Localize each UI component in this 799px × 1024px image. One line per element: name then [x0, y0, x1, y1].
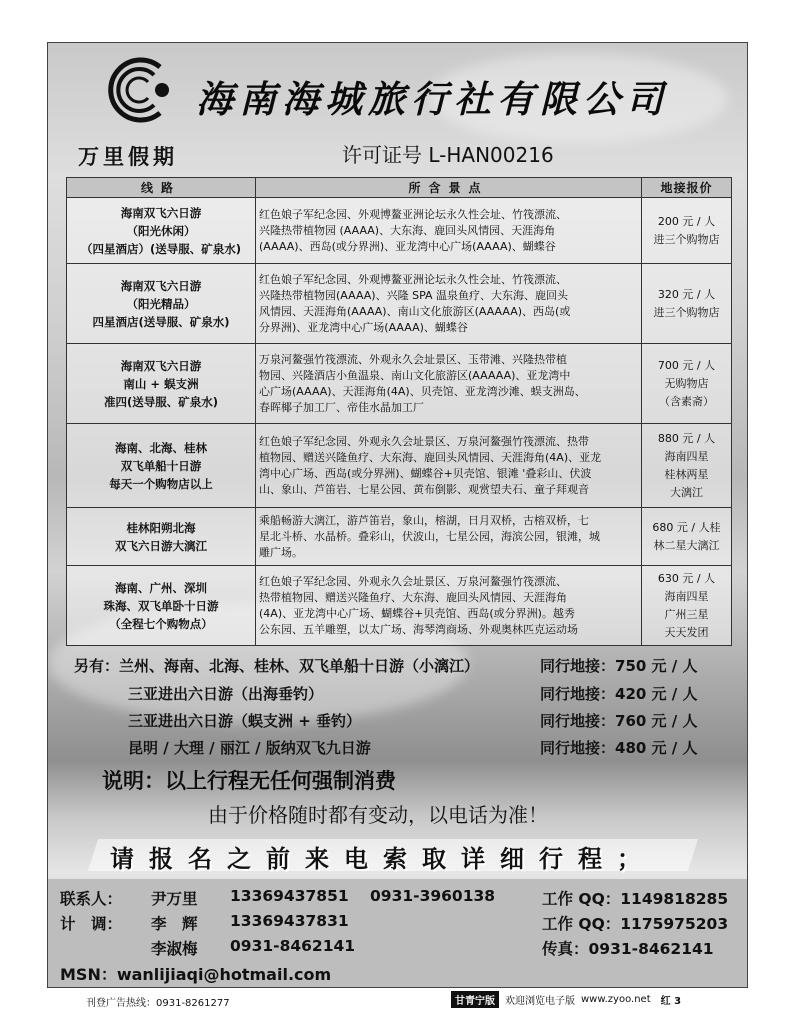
table-row	[67, 264, 732, 344]
price-line: 进三个购物店	[653, 232, 720, 246]
notice-text: 说明：以上行程无任何强制消费	[102, 769, 396, 793]
sights-cell	[256, 424, 642, 508]
route-cell	[67, 424, 256, 508]
planner-phone: 0931-8462141	[230, 937, 356, 955]
sights-line: 风情园、天涯海角(AAAA)、南山文化旅游区(AAAAA)、西岛(或	[259, 304, 571, 318]
work-qq: 工作 QQ：1149818285	[542, 890, 729, 908]
sights-line: 万泉河鳌强竹筏漂流、外观永久会址景区、玉带滩、兴隆热带植	[259, 352, 567, 366]
extra-route-label: 三亚进出六日游（蜈支洲 + 垂钓）	[128, 712, 362, 730]
sights-line: 红色娘子军纪念园、外观永久会址景区、万泉河鳌强竹筏漂流、热带	[259, 434, 589, 448]
price-line: 880 元 / 人	[657, 431, 716, 445]
price-line: （含素斋）	[659, 394, 714, 408]
contact-name: 尹万里	[151, 890, 198, 908]
price-line: 桂林两星	[664, 467, 709, 481]
route-line: 海南双飞六日游	[120, 278, 202, 293]
route-line: 双飞六日游大漓江	[115, 538, 207, 553]
sights-line: 红色娘子军纪念园、外观永久会址景区、万泉河鳌强竹筏漂流、	[259, 574, 567, 588]
sights-cell	[256, 508, 642, 566]
footer-info	[451, 991, 681, 1008]
contact-phone: 13369437851	[230, 887, 349, 905]
fax-number: 传真：0931-8462141	[542, 940, 714, 958]
sights-line: 心广场(AAAA)、天涯海角(4A)、贝壳馆、亚龙湾沙滩、蜈支洲岛、	[259, 384, 586, 398]
ad-hotline: 刊登广告热线：0931-8261277	[86, 998, 230, 1009]
sights-line: 公东园、五羊雕塑，以太广场、海琴湾商场、外观奥林匹克运动场	[259, 622, 578, 636]
table-row	[67, 424, 732, 508]
brand-name: 万里假期	[78, 145, 178, 169]
price-line: 320 元 / 人	[657, 287, 716, 301]
route-cell	[67, 566, 256, 646]
msn-address: MSN：wanlijiaqi@hotmail.com	[60, 965, 332, 984]
price-line: 200 元 / 人	[657, 214, 716, 228]
sights-line: 湾中心广场、西岛(或分界洲)、蝴蝶谷+贝壳馆、银滩 '叠彩山、伏波	[259, 466, 592, 480]
sights-line: 红色娘子军纪念园、外观博鳌亚洲论坛永久性会址、竹筏漂流、	[259, 207, 567, 221]
table-header-row	[67, 178, 732, 198]
sights-line: 雕广场。	[259, 545, 303, 559]
sights-line: 乘船畅游大漓江，游芦笛岩，象山，榕湖，日月双桥，古榕双桥，七	[259, 513, 589, 527]
sights-line: 物园、兴隆酒店小鱼温泉、南山文化旅游区(AAAAA)、亚龙湾中	[259, 368, 571, 382]
planner-phone: 13369437831	[230, 912, 349, 930]
extra-route-price: 同行地接：750 元 / 人	[540, 657, 698, 675]
website-link[interactable]: www.zyoo.net	[581, 994, 651, 1005]
header-price: 地接报价	[642, 178, 732, 198]
planner-name: 李淑梅	[151, 940, 198, 958]
planner-name: 李 辉	[151, 915, 198, 933]
sights-line: 热带植物园、赠送兴隆鱼疗、大东海、鹿回头风情园、天涯海角	[259, 590, 567, 604]
route-line: 每天一个购物店以上	[109, 476, 213, 491]
browse-text: 欢迎浏览电子版	[505, 996, 575, 1007]
route-cell	[67, 344, 256, 424]
routes-table	[66, 177, 732, 646]
route-line: 桂林阳朔北海	[126, 520, 196, 535]
sights-line: 山、象山、芦笛岩、七星公园、黄布倒影、观赏望夫石、童子拜观音	[259, 482, 589, 496]
price-line: 680 元 / 人桂	[652, 520, 721, 534]
route-line: 海南双飞六日游	[120, 205, 202, 220]
extra-route-price: 同行地接：480 元 / 人	[540, 739, 698, 757]
price-cell	[642, 508, 732, 566]
price-line: 广州三星	[664, 607, 709, 621]
sights-line: 星北斗桥、水晶桥。叠彩山，伏波山，七星公园，海滨公园，银滩，城	[259, 529, 600, 543]
route-line: （阳光休闲）	[126, 223, 196, 238]
route-line: 双飞单船十日游	[120, 458, 202, 473]
cta-text: 请报名之前来电索取详细行程；	[110, 845, 656, 873]
extra-route-label: 昆明 / 大理 / 丽江 / 版纳双飞九日游	[128, 739, 371, 757]
extra-route-label: 三亚进出六日游（出海垂钓）	[128, 685, 324, 703]
table-row	[67, 566, 732, 646]
route-cell	[67, 508, 256, 566]
price-line: 进三个购物店	[653, 305, 720, 319]
route-line: 四星酒店(送导服、矿泉水)	[92, 314, 230, 329]
route-line: （阳光精品）	[126, 296, 196, 311]
route-line: 准四(送导服、矿泉水)	[103, 394, 218, 409]
extra-route-price: 同行地接：420 元 / 人	[540, 685, 698, 703]
license-number: 许可证号 L-HAN00216	[342, 143, 554, 167]
advertisement	[47, 42, 748, 988]
sights-line: (4A)、亚龙湾中心广场、蝴蝶谷+贝壳馆、西岛(或分界洲)。越秀	[259, 606, 575, 620]
route-cell	[67, 264, 256, 344]
sights-cell	[256, 264, 642, 344]
sights-cell	[256, 566, 642, 646]
route-line: 珠海、双飞单卧十日游	[103, 598, 219, 613]
sights-line: 春晖椰子加工厂、帝佳水晶加工厂	[259, 400, 424, 414]
company-logo-icon	[102, 55, 178, 125]
sights-line: 兴隆热带植物园(AAAA)、兴隆 SPA 温泉鱼疗、大东海、鹿回头	[259, 288, 569, 302]
sights-line: 分界洲)、亚龙湾中心广场(AAAA)、蝴蝶谷	[259, 320, 468, 334]
price-cell	[642, 344, 732, 424]
page-number: 红 3	[660, 996, 682, 1007]
header-route: 线路	[67, 178, 256, 198]
route-line: 南山 + 蜈支洲	[123, 376, 199, 391]
route-line: 海南、北海、桂林	[115, 440, 207, 455]
price-cell	[642, 264, 732, 344]
planner-label: 计 调：	[60, 915, 123, 933]
header-sights: 所含景点	[256, 178, 642, 198]
sights-cell	[256, 344, 642, 424]
price-cell	[642, 198, 732, 264]
contact-phone: 0931-3960138	[370, 887, 496, 905]
price-line: 无购物店	[664, 376, 709, 390]
route-cell	[67, 198, 256, 264]
sights-line: 兴隆热带植物园 (AAAA)、大东海、鹿回头风情园、天涯海角	[259, 223, 556, 237]
route-line: 海南、广州、深圳	[115, 580, 207, 595]
work-qq: 工作 QQ：1175975203	[542, 915, 729, 933]
contact-label: 联系人：	[60, 890, 123, 908]
price-line: 大漓江	[670, 485, 703, 499]
price-line: 700 元 / 人	[657, 358, 716, 372]
price-line: 海南四星	[664, 449, 709, 463]
route-line: 海南双飞六日游	[120, 358, 202, 373]
table-row	[67, 198, 732, 264]
sights-cell	[256, 198, 642, 264]
contact-panel	[48, 879, 747, 987]
company-name: 海南海城旅行社有限公司	[196, 78, 669, 121]
sights-line: 植物园、赠送兴隆鱼疗、大东海、鹿回头风情园、天涯海角(4A)、亚龙	[259, 450, 602, 464]
price-line: 海南四星	[664, 589, 709, 603]
price-line: 天天发团	[664, 625, 709, 639]
price-cell	[642, 566, 732, 646]
sights-line: 红色娘子军纪念园、外观博鳌亚洲论坛永久性会址、竹筏漂流、	[259, 272, 567, 286]
extra-route-price: 同行地接：760 元 / 人	[540, 712, 698, 730]
sights-line: (AAAA)、西岛(或分界洲)、亚龙湾中心广场(AAAA)、蝴蝶谷	[259, 239, 556, 253]
route-line: （四星酒店）(送导服、矿泉水)	[80, 241, 241, 256]
route-line: （全程七个购物点）	[109, 616, 213, 631]
price-cell	[642, 424, 732, 508]
edition-badge: 甘青宁版	[451, 991, 499, 1008]
price-change-note: 由于价格随时都有变动，以电话为准！	[208, 803, 548, 827]
table-row	[67, 344, 732, 424]
price-line: 林二星大漓江	[653, 538, 720, 552]
price-line: 630 元 / 人	[657, 571, 716, 585]
extra-route-label: 另有：兰州、海南、北海、桂林、双飞单船十日游（小漓江）	[74, 657, 480, 675]
table-row	[67, 508, 732, 566]
